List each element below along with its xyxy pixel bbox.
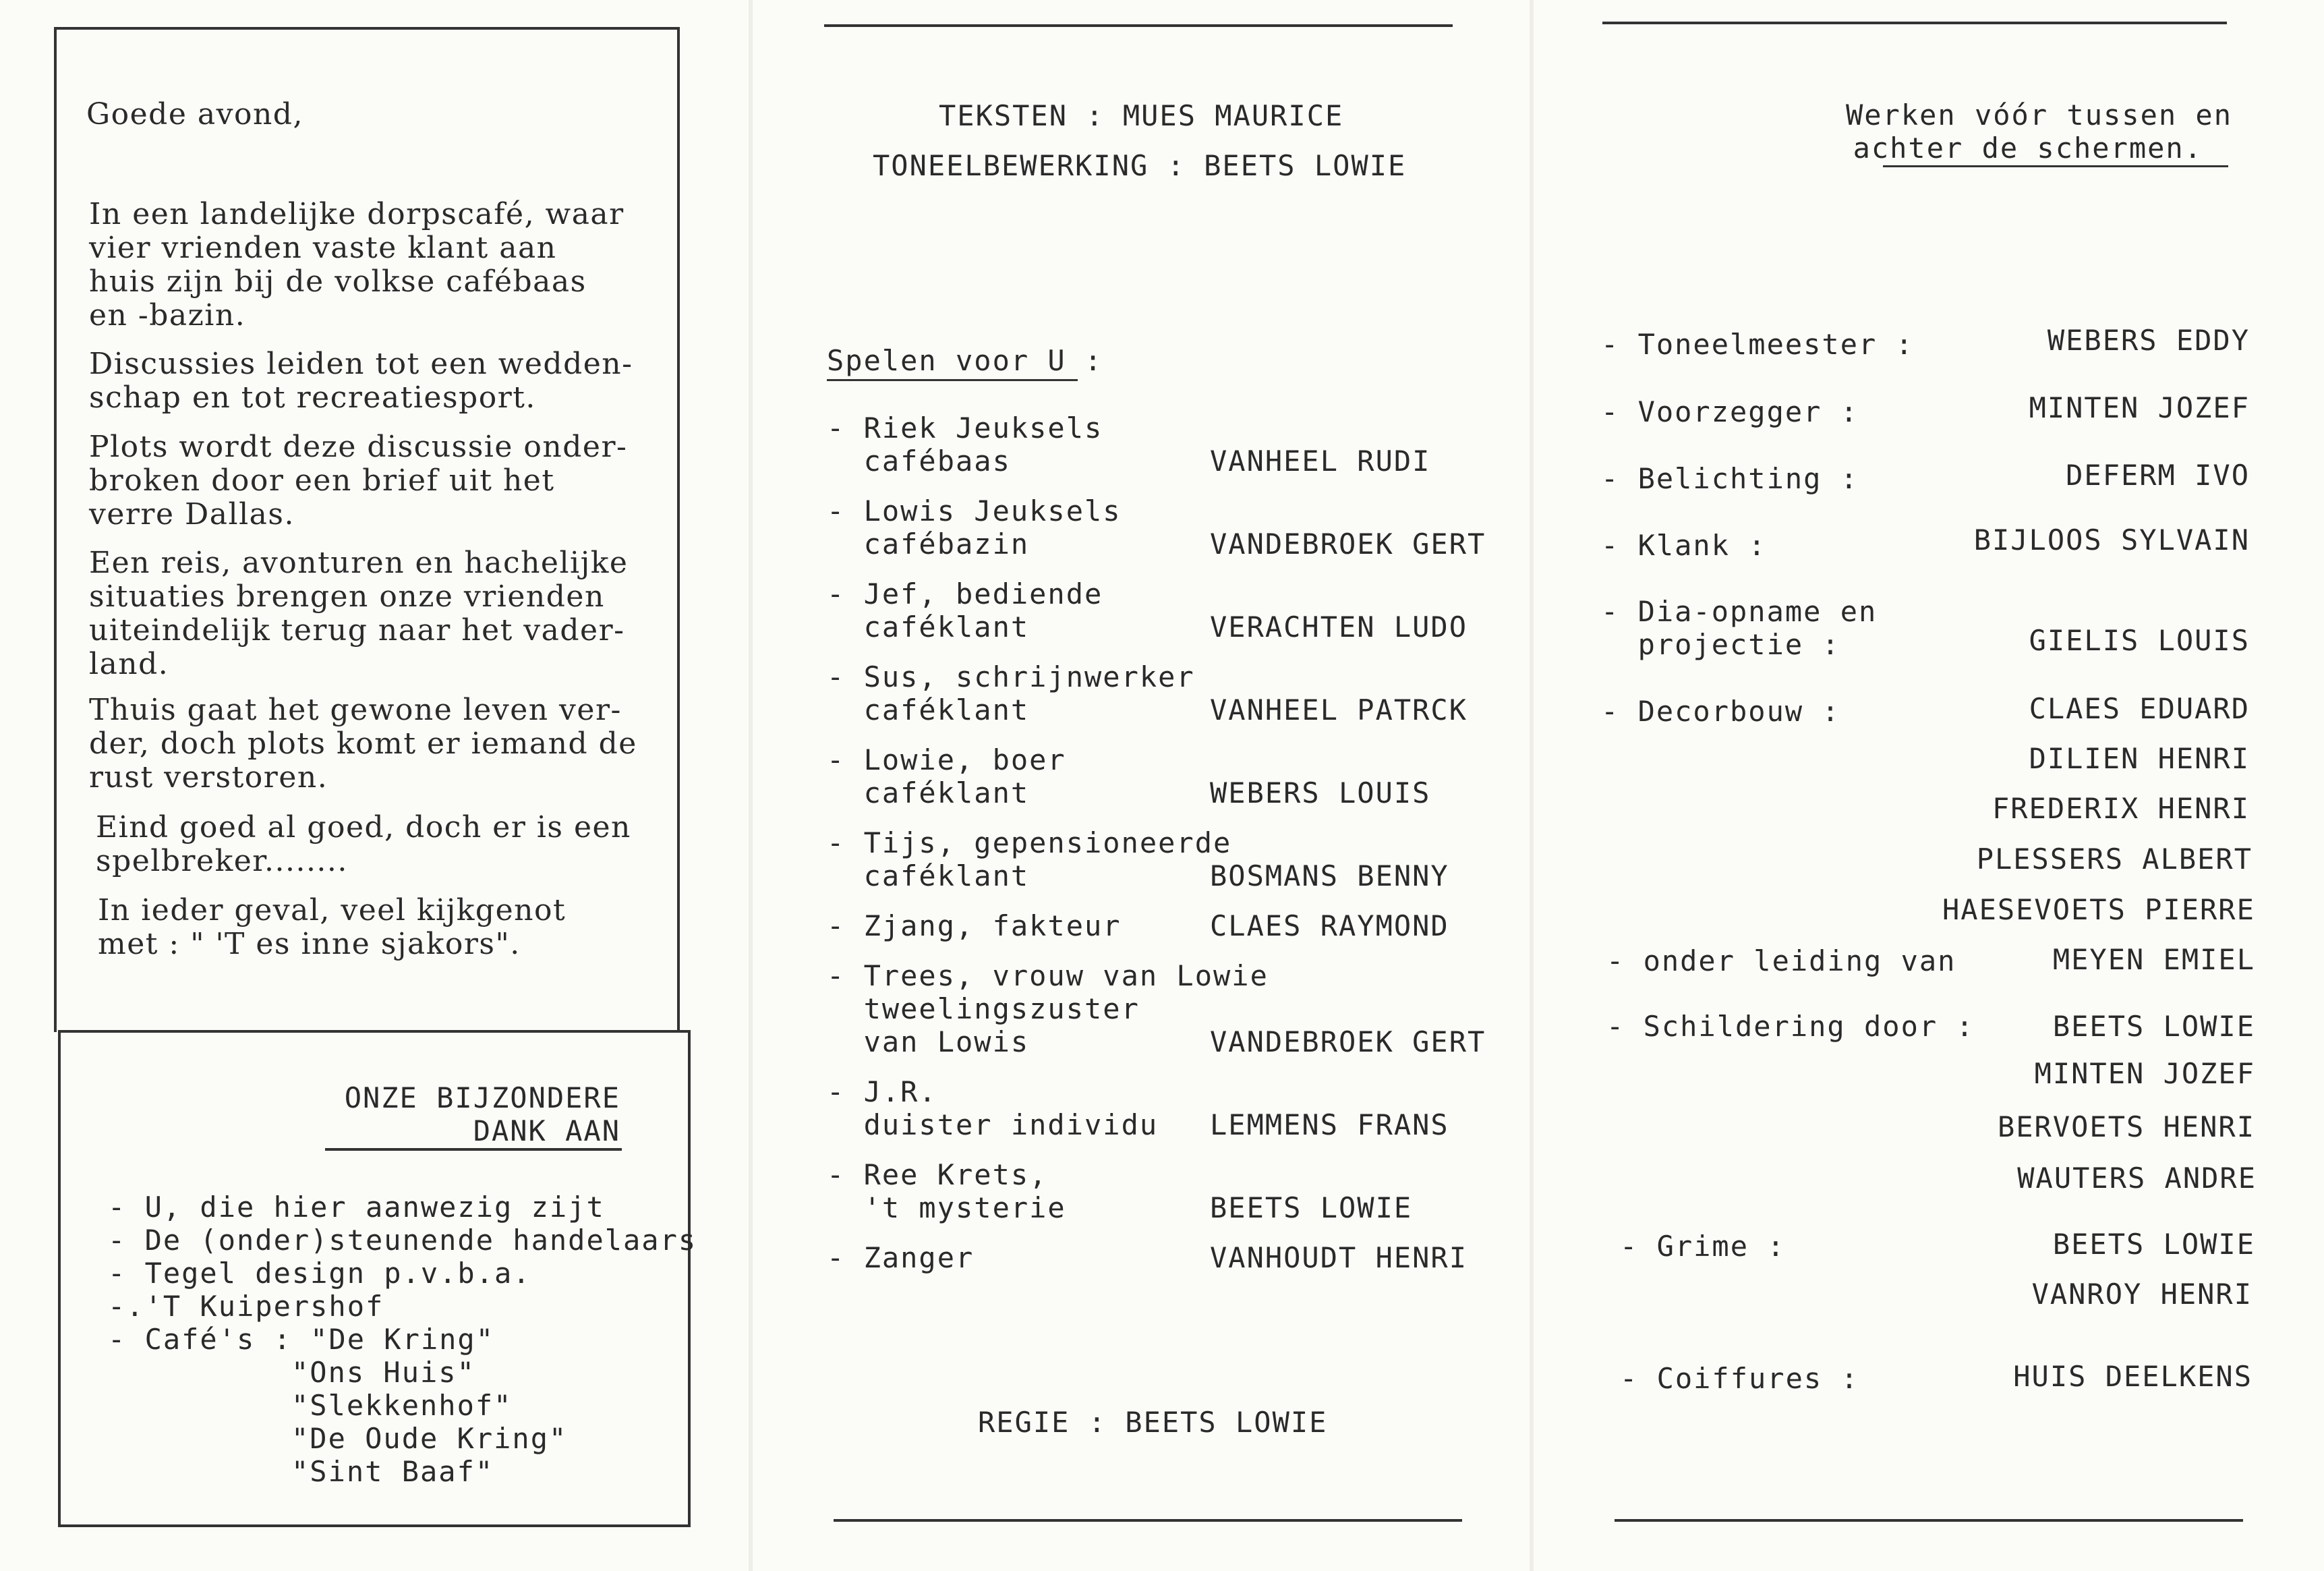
story-line: rust verstoren. (89, 760, 328, 795)
thanks-title-underline (325, 1148, 622, 1151)
crew-heading: Werken vóór tussen en (1845, 98, 2232, 132)
crew-label: - Schildering door : (1606, 1010, 1975, 1043)
thanks-item: - Café's : "De Kring" (108, 1323, 495, 1356)
crew-name: BEETS LOWIE (2052, 1228, 2255, 1261)
crew-name: DEFERM IVO (2066, 459, 2250, 492)
cast-role: tweelingszuster (827, 992, 1140, 1025)
crew-name: MINTEN JOZEF (2034, 1057, 2255, 1090)
toneelbewerking-credit: TONEELBEWERKING : BEETS LOWIE (873, 149, 1407, 182)
cast-role: - Tijs, gepensioneerde (827, 826, 1232, 859)
cast-role: - J.R. (827, 1075, 937, 1108)
cast-actor: VANDEBROEK GERT (1210, 527, 1486, 561)
crew-name: VANROY HENRI (2031, 1278, 2253, 1311)
crew-label: - Toneelmeester : (1601, 328, 1914, 361)
story-line: Plots wordt deze discussie onder- (89, 430, 628, 464)
crew-label: - onder leiding van (1606, 944, 1956, 977)
cast-role: cafébazin (827, 527, 1030, 561)
cast-role: - Zjang, fakteur (827, 909, 1122, 942)
story-line: huis zijn bij de volkse cafébaas (89, 264, 587, 299)
story-line: verre Dallas. (89, 497, 295, 532)
story-line: uiteindelijk terug naar het vader- (89, 613, 625, 648)
crew-name: HAESEVOETS PIERRE (1942, 893, 2255, 926)
story-line: met : " 'T es inne sjakors". (98, 927, 521, 961)
story-line: In ieder geval, veel kijkgenot (98, 893, 567, 927)
story-greeting: Goede avond, (86, 97, 303, 132)
cast-actor: WEBERS LOUIS (1210, 776, 1431, 809)
story-paragraph (98, 894, 566, 961)
cast-actor: VANHEEL RUDI (1210, 445, 1431, 478)
story-line: In een landelijke dorpscafé, waar (89, 197, 624, 231)
story-paragraph (89, 693, 637, 795)
regie-credit: REGIE : BEETS LOWIE (978, 1406, 1328, 1439)
thanks-title: ONZE BIJZONDERE (344, 1081, 620, 1114)
panel2-top-rule (824, 24, 1453, 27)
cast-role: caféklant (827, 776, 1030, 809)
story-line: land. (89, 647, 169, 681)
cast-role: duister individu (827, 1108, 1159, 1141)
story-line: broken door een brief uit het (89, 463, 555, 498)
crew-heading-underline (1883, 165, 2228, 167)
crew-name: WAUTERS ANDRE (2017, 1162, 2257, 1195)
cast-actor: VERACHTEN LUDO (1210, 610, 1468, 644)
cast-heading: Spelen voor U : (827, 344, 1103, 377)
story-paragraph (89, 430, 627, 532)
thanks-title-2: DANK AAN (473, 1114, 620, 1147)
crew-name: BIJLOOS SYLVAIN (1973, 523, 2250, 556)
story-line: Eind goed al goed, doch er is een (96, 810, 631, 845)
thanks-cafe: "Slekkenhof" (291, 1389, 513, 1422)
crew-label: - Dia-opname en (1601, 595, 1878, 628)
thanks-item: - Tegel design p.v.b.a. (108, 1257, 531, 1290)
crew-label: - Klank : (1601, 529, 1767, 562)
story-paragraph (89, 347, 633, 415)
cast-role: - Lowis Jeuksels (827, 494, 1122, 527)
cast-role: - Trees, vrouw van Lowie (827, 959, 1269, 992)
cast-role: - Jef, bediende (827, 577, 1103, 610)
story-line: Discussies leiden tot een wedden- (89, 347, 633, 381)
cast-role: caféklant (827, 859, 1030, 892)
crew-name: HUIS DEELKENS (2013, 1360, 2253, 1393)
cast-actor: CLAES RAYMOND (1210, 909, 1449, 942)
crew-label: - Decorbouw : (1601, 695, 1840, 728)
crew-name: FREDERIX HENRI (1992, 792, 2250, 825)
cast-role: - Lowie, boer (827, 743, 1066, 776)
cast-actor: LEMMENS FRANS (1210, 1108, 1449, 1141)
crew-label: - Grime : (1620, 1230, 1786, 1263)
thanks-item: - U, die hier aanwezig zijt (108, 1191, 605, 1224)
crew-name: CLAES EDUARD (2029, 692, 2250, 725)
thanks-cafe: "Ons Huis" (291, 1356, 475, 1389)
fold-line-left (749, 0, 753, 1571)
cast-role: caféklant (827, 693, 1030, 726)
crew-name: DILIEN HENRI (2029, 742, 2250, 775)
story-paragraph (89, 198, 624, 333)
crew-name: BERVOETS HENRI (1997, 1110, 2255, 1143)
crew-label: - Coiffures : (1620, 1362, 1859, 1395)
cast-role: - Riek Jeuksels (827, 411, 1103, 445)
teksten-credit: TEKSTEN : MUES MAURICE (939, 99, 1344, 132)
cast-role: - Ree Krets, (827, 1158, 1048, 1191)
crew-name: MEYEN EMIEL (2052, 943, 2255, 976)
thanks-cafe: "Sint Baaf" (291, 1455, 494, 1488)
crew-name: GIELIS LOUIS (2029, 624, 2250, 657)
crew-heading-2: achter de schermen. (1853, 132, 2203, 165)
panel3-bottom-rule (1615, 1519, 2243, 1522)
crew-label: - Voorzegger : (1601, 395, 1859, 428)
story-line: vier vrienden vaste klant aan (89, 231, 557, 265)
cast-actor: VANHOUDT HENRI (1210, 1241, 1468, 1274)
cast-role: 't mysterie (827, 1191, 1066, 1224)
story-line: der, doch plots komt er iemand de (89, 726, 637, 761)
thanks-cafe: "De Oude Kring" (291, 1422, 568, 1455)
cast-role: cafébaas (827, 445, 1011, 478)
fold-line-right (1530, 0, 1534, 1571)
story-paragraph (96, 811, 631, 878)
thanks-item: -.'T Kuipershof (108, 1290, 384, 1323)
panel3-top-rule (1602, 22, 2227, 24)
cast-actor: VANDEBROEK GERT (1210, 1025, 1486, 1058)
story-line: spelbreker........ (96, 844, 348, 878)
cast-actor: BOSMANS BENNY (1210, 859, 1449, 892)
story-line: schap en tot recreatiesport. (89, 380, 536, 415)
crew-name: MINTEN JOZEF (2029, 391, 2250, 424)
panel2-bottom-rule (834, 1519, 1462, 1522)
cast-actor: VANHEEL PATRCK (1210, 693, 1468, 726)
cast-role: - Zanger (827, 1241, 975, 1274)
crew-name: WEBERS EDDY (2047, 324, 2250, 357)
cast-role: caféklant (827, 610, 1030, 644)
cast-actor: BEETS LOWIE (1210, 1191, 1413, 1224)
cast-role: - Sus, schrijnwerker (827, 660, 1195, 693)
crew-name: BEETS LOWIE (2052, 1010, 2255, 1043)
story-line: situaties brengen onze vrienden (89, 579, 605, 614)
cast-role: van Lowis (827, 1025, 1030, 1058)
thanks-item: - De (onder)steunende handelaars (108, 1224, 697, 1257)
crew-name: PLESSERS ALBERT (1976, 842, 2253, 876)
story-line: Thuis gaat het gewone leven ver- (89, 693, 622, 727)
cast-heading-underline (827, 379, 1078, 381)
story-line: en -bazin. (89, 298, 246, 333)
story-paragraph (89, 546, 628, 681)
crew-label: - Belichting : (1601, 462, 1859, 495)
story-line: Een reis, avonturen en hachelijke (89, 546, 629, 580)
crew-label: projectie : (1601, 628, 1840, 661)
